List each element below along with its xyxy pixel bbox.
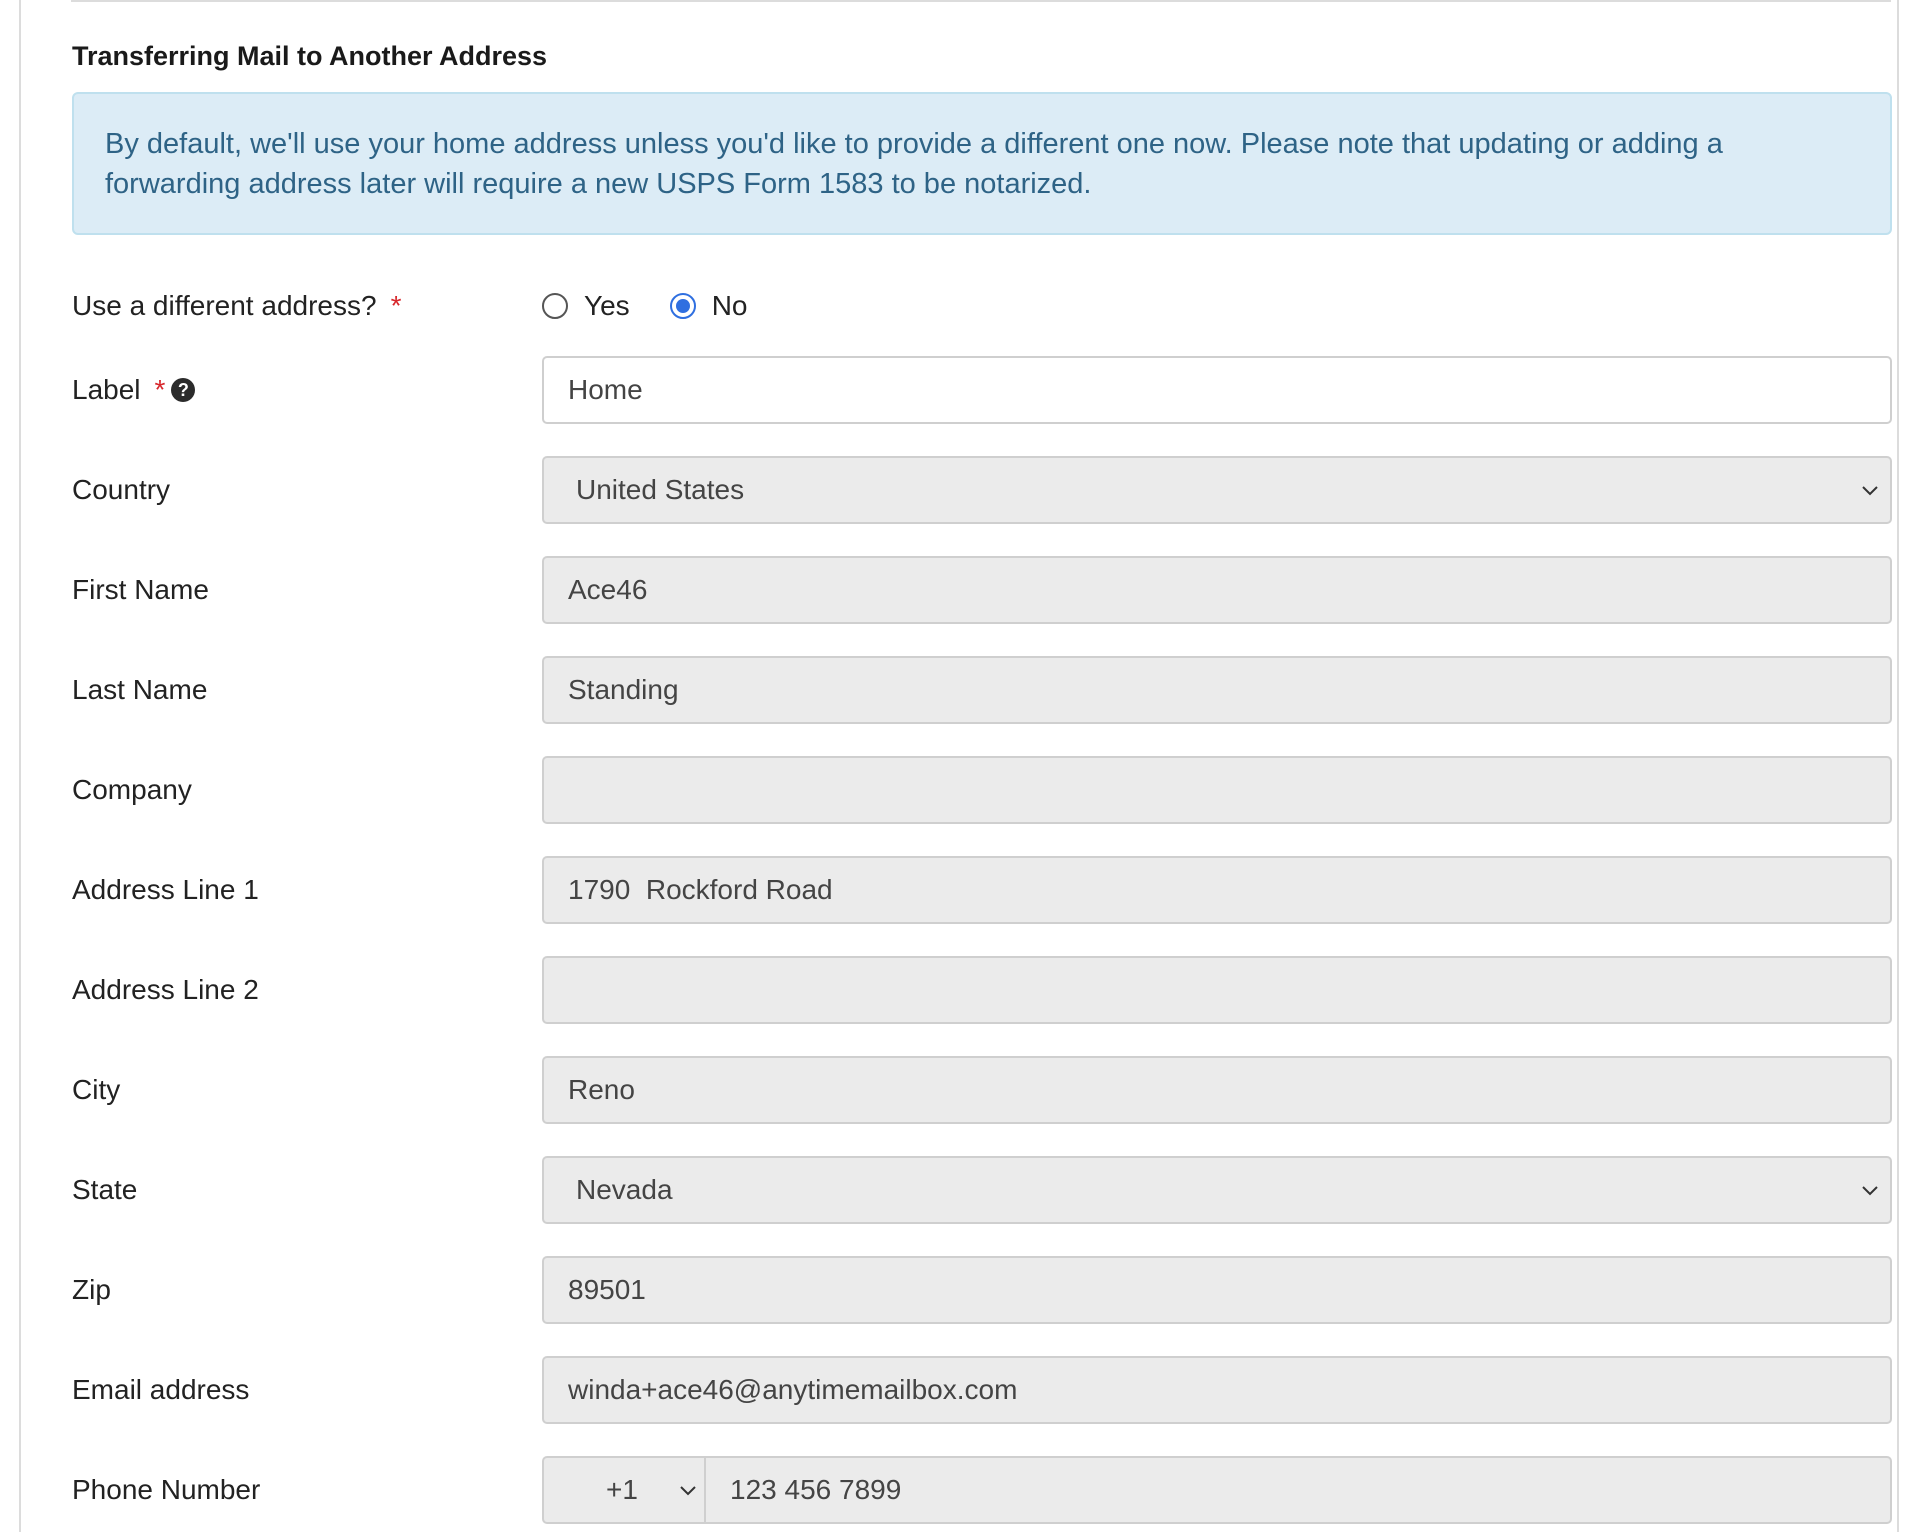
- different-address-radio-group: [542, 272, 787, 340]
- phone-number-input[interactable]: 123 456 7899: [730, 1474, 902, 1505]
- radio-no[interactable]: [670, 290, 748, 322]
- company-row: [72, 756, 1892, 824]
- company-label: Company: [72, 774, 192, 805]
- state-select[interactable]: [542, 1156, 1892, 1224]
- first-name-label: First Name: [72, 574, 209, 605]
- phone-field: [542, 1456, 1892, 1524]
- email-input[interactable]: winda+ace46@anytimemailbox.com: [542, 1356, 1892, 1424]
- zip-label: Zip: [72, 1274, 111, 1305]
- country-label: Country: [72, 474, 171, 505]
- last-name-input[interactable]: Standing: [542, 656, 1892, 724]
- email-label: Email address: [72, 1374, 250, 1405]
- city-label: City: [72, 1074, 121, 1105]
- required-marker: *: [390, 290, 402, 321]
- address-line-1-row: [72, 856, 1892, 924]
- radio-no-label: No: [711, 290, 748, 321]
- radio-yes-label: Yes: [584, 290, 630, 321]
- label-input[interactable]: Home: [542, 356, 1892, 424]
- required-marker: *: [154, 374, 166, 405]
- phone-country-code-select[interactable]: [544, 1458, 706, 1522]
- country-row: [72, 456, 1892, 524]
- divider: [71, 0, 1891, 2]
- country-select-value: United States: [576, 474, 745, 505]
- radio-yes[interactable]: [542, 290, 630, 322]
- address-line-2-input[interactable]: [542, 956, 1892, 1024]
- label-row: [72, 356, 1892, 424]
- info-notice: By default, we'll use your home address unless you'd like to provide a different one now. Please note that updating or adding a forwarding address later will require a new USPS Form 1583 to be notarized.: [72, 92, 1892, 235]
- different-address-label: [72, 290, 401, 322]
- state-label: State: [72, 1174, 138, 1205]
- different-address-row: [72, 272, 1892, 340]
- chevron-down-icon: [676, 1478, 700, 1502]
- last-name-label: Last Name: [72, 674, 208, 705]
- address-line-1-input[interactable]: 1790 Rockford Road: [542, 856, 1892, 924]
- address-line-2-row: [72, 956, 1892, 1024]
- city-row: [72, 1056, 1892, 1124]
- section-title: Transferring Mail to Another Address: [72, 41, 548, 71]
- email-row: [72, 1356, 1892, 1424]
- radio-no-circle[interactable]: [670, 293, 696, 319]
- label-field-label-text: Label: [72, 374, 141, 405]
- city-input[interactable]: Reno: [542, 1056, 1892, 1124]
- chevron-down-icon: [1858, 478, 1882, 502]
- address-line-2-label: Address Line 2: [72, 974, 259, 1005]
- last-name-row: [72, 656, 1892, 724]
- form-panel: [19, 0, 1899, 1532]
- zip-row: [72, 1256, 1892, 1324]
- state-select-value: Nevada: [576, 1174, 673, 1205]
- different-address-label-text: Use a different address?: [72, 290, 377, 321]
- first-name-row: [72, 556, 1892, 624]
- radio-yes-circle[interactable]: [542, 293, 568, 319]
- zip-input[interactable]: 89501: [542, 1256, 1892, 1324]
- question-circle-icon[interactable]: ?: [171, 378, 195, 402]
- phone-label: Phone Number: [72, 1474, 261, 1505]
- chevron-down-icon: [1858, 1178, 1882, 1202]
- country-select[interactable]: [542, 456, 1892, 524]
- state-row: [72, 1156, 1892, 1224]
- first-name-input[interactable]: Ace46: [542, 556, 1892, 624]
- label-field-label: [72, 374, 195, 406]
- address-line-1-label: Address Line 1: [72, 874, 259, 905]
- phone-row: [72, 1456, 1892, 1524]
- company-input[interactable]: [542, 756, 1892, 824]
- phone-country-code-value: +1: [606, 1474, 638, 1505]
